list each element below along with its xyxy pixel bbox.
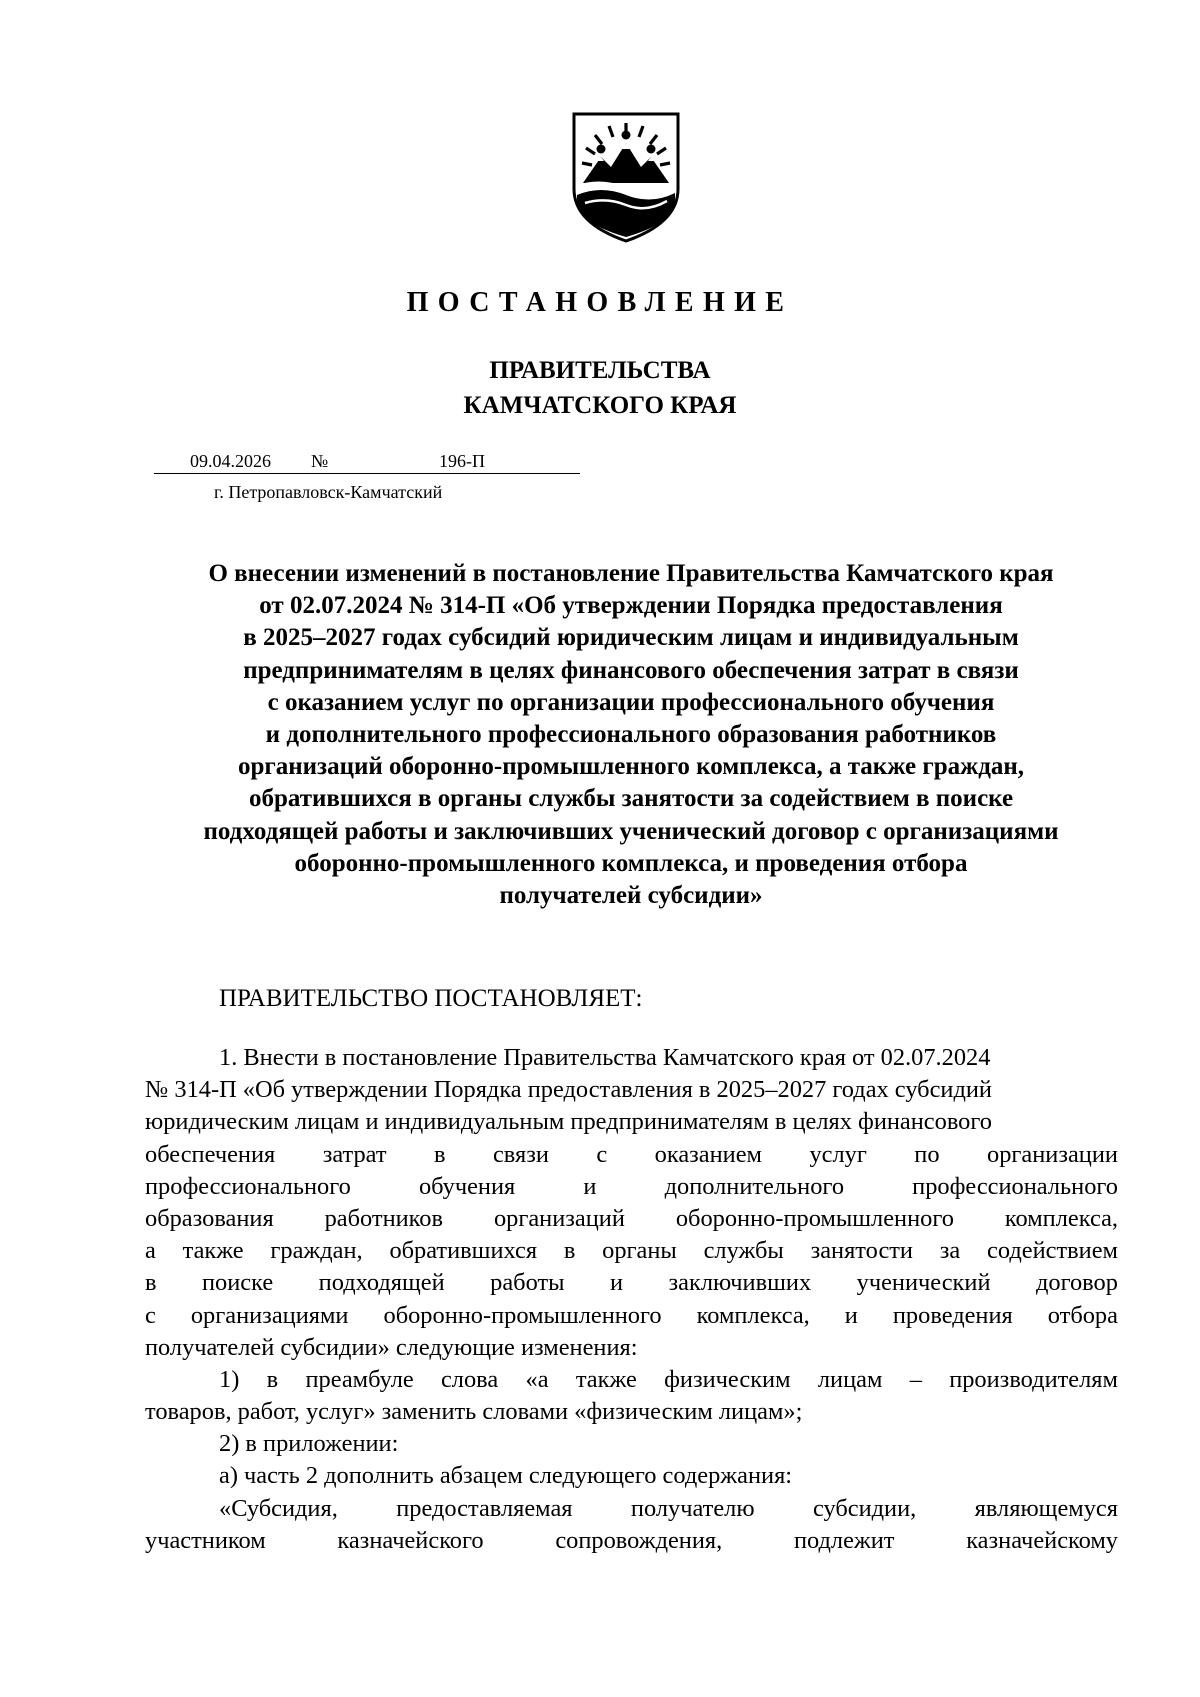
body-line: [145, 1364, 1118, 1396]
resolution-heading: ПРАВИТЕЛЬСТВО ПОСТАНОВЛЯЕТ:: [219, 985, 643, 1012]
body-word: и: [583, 1172, 597, 1200]
title-line: обратившихся в органы службы занятости за содействием в поиске: [248, 785, 1014, 813]
body-word: обучения: [418, 1172, 516, 1200]
body-word: с: [145, 1301, 156, 1329]
number-sign: №: [311, 451, 329, 471]
body-word: обеспечения: [145, 1140, 276, 1168]
body-word: подлежит: [793, 1526, 895, 1554]
body-word: «а: [525, 1365, 549, 1393]
body-word: комплекса,: [1004, 1204, 1118, 1232]
body-word: органы: [602, 1237, 677, 1265]
body-word: участником: [145, 1526, 266, 1554]
body-line: [145, 1171, 1118, 1203]
document-number: 196-П: [439, 451, 485, 471]
body-line: получателей субсидии» следующие изменения:: [145, 1333, 638, 1361]
body-word: ученический: [856, 1269, 991, 1297]
body-word: казначейского: [337, 1526, 484, 1554]
body-word: также: [182, 1237, 244, 1265]
body-line: [145, 1203, 1118, 1235]
body-word: и: [609, 1269, 624, 1297]
body-word: оказанием: [654, 1140, 762, 1168]
body-word: преамбуле: [305, 1365, 414, 1393]
body-word: заключивших: [668, 1269, 812, 1297]
body-word: субсидии,: [812, 1494, 917, 1522]
title-line: О внесении изменений в постановление Правительства Камчатского края: [208, 560, 1054, 587]
body-word: с: [596, 1140, 608, 1168]
body-word: профессионального: [145, 1172, 351, 1200]
registration-line: [154, 449, 580, 474]
body-word: «Субсидия,: [219, 1494, 338, 1522]
body-word: в: [433, 1140, 446, 1168]
body-word: затрат: [322, 1140, 387, 1168]
document-body: [145, 1042, 1118, 1557]
title-line: в 2025–2027 годах субсидий юридическим лицам и индивидуальным: [243, 624, 1019, 652]
body-word: получателю: [630, 1494, 755, 1522]
body-word: работников: [324, 1204, 444, 1232]
body-word: оборонно-промышленного: [675, 1204, 954, 1232]
body-word: за: [939, 1237, 961, 1265]
body-word: организаций: [493, 1204, 625, 1232]
body-word: проведения: [892, 1301, 1013, 1329]
body-word: обратившихся: [389, 1237, 538, 1265]
body-word: договор: [1035, 1269, 1118, 1297]
body-line: [145, 1235, 1118, 1267]
body-word: профессионального: [912, 1172, 1118, 1200]
kamchatka-coat-of-arms-icon: [571, 111, 681, 244]
body-word: занятости: [810, 1237, 913, 1265]
body-word: являющемуся: [974, 1494, 1118, 1522]
body-word: физическим: [664, 1365, 791, 1393]
title-line: организаций оборонно-промышленного комплекса, а также граждан,: [237, 753, 1025, 781]
document-date: 09.04.2026: [190, 451, 271, 471]
body-line: юридическим лицам и индивидуальным предпринимателям в целях финансового: [145, 1108, 992, 1136]
body-word: в: [563, 1237, 576, 1265]
title-line: предпринимателям в целях финансового обеспечения затрат в связи: [243, 656, 1019, 684]
title-line: с оказанием услуг по организации профессионального обучения: [267, 688, 995, 716]
body-line: 2) в приложении:: [219, 1430, 399, 1458]
body-word: организации: [987, 1140, 1118, 1168]
body-word: работы: [490, 1269, 565, 1297]
body-word: сопровождения,: [555, 1526, 723, 1554]
body-line: а) часть 2 дополнить абзацем следующего содержания:: [219, 1462, 793, 1490]
body-word: в: [145, 1269, 157, 1297]
body-word: отбора: [1047, 1301, 1118, 1329]
body-word: в: [266, 1365, 279, 1393]
body-word: подходящей: [318, 1269, 445, 1297]
body-line: № 314-П «Об утверждении Порядка предоставления в 2025–2027 годах субсидий: [145, 1076, 992, 1104]
body-word: дополнительного: [664, 1172, 845, 1200]
issuing-authority: [0, 353, 1200, 423]
title-line: оборонно-промышленного комплекса, и проведения отбора: [294, 849, 968, 877]
body-word: оборонно-промышленного: [383, 1301, 662, 1329]
title-line: получателей субсидии»: [499, 882, 763, 910]
body-line: [145, 1139, 1118, 1171]
document-type-heading: ПОСТАНОВЛЕНИЕ: [406, 287, 794, 318]
body-line: [145, 1267, 1118, 1299]
body-word: и: [844, 1301, 858, 1329]
title-line: и дополнительного профессионального образования работников: [265, 721, 997, 749]
body-word: граждан,: [270, 1237, 363, 1265]
body-word: услуг: [809, 1140, 867, 1168]
body-word: слова: [440, 1365, 499, 1393]
body-word: комплекса,: [696, 1301, 810, 1329]
body-word: связи: [492, 1140, 549, 1168]
body-line: товаров, работ, услуг» заменить словами «физическим лицам»;: [145, 1398, 803, 1426]
body-word: –: [909, 1365, 922, 1393]
body-word: поиске: [202, 1269, 274, 1297]
body-word: казначейскому: [966, 1526, 1118, 1554]
document-title: [136, 558, 1126, 912]
body-word: 1): [219, 1365, 240, 1393]
body-word: лицам: [817, 1365, 883, 1393]
body-word: организациями: [190, 1301, 349, 1329]
body-word: предоставляемая: [396, 1494, 573, 1522]
title-line: подходящей работы и заключивших ученический договор с организациями: [203, 817, 1059, 845]
body-word: содействием: [987, 1237, 1118, 1265]
body-line: 1. Внести в постановление Правительства Камчатского края от 02.07.2024: [219, 1044, 991, 1071]
body-word: а: [145, 1237, 156, 1265]
authority-line-2: КАМЧАТСКОГО КРАЯ: [463, 392, 737, 419]
title-line: от 02.07.2024 № 314-П «Об утверждении Порядка предоставления: [259, 592, 1003, 620]
body-word: службы: [703, 1237, 784, 1265]
body-line: [145, 1525, 1118, 1557]
document-city: г. Петропавловск-Камчатский: [214, 482, 443, 502]
body-line: [145, 1300, 1118, 1332]
body-word: производителям: [949, 1365, 1118, 1393]
body-word: также: [575, 1365, 637, 1393]
authority-line-1: ПРАВИТЕЛЬСТВА: [489, 357, 711, 384]
body-word: образования: [145, 1204, 274, 1232]
body-word: по: [914, 1140, 940, 1168]
body-line: [145, 1493, 1118, 1525]
